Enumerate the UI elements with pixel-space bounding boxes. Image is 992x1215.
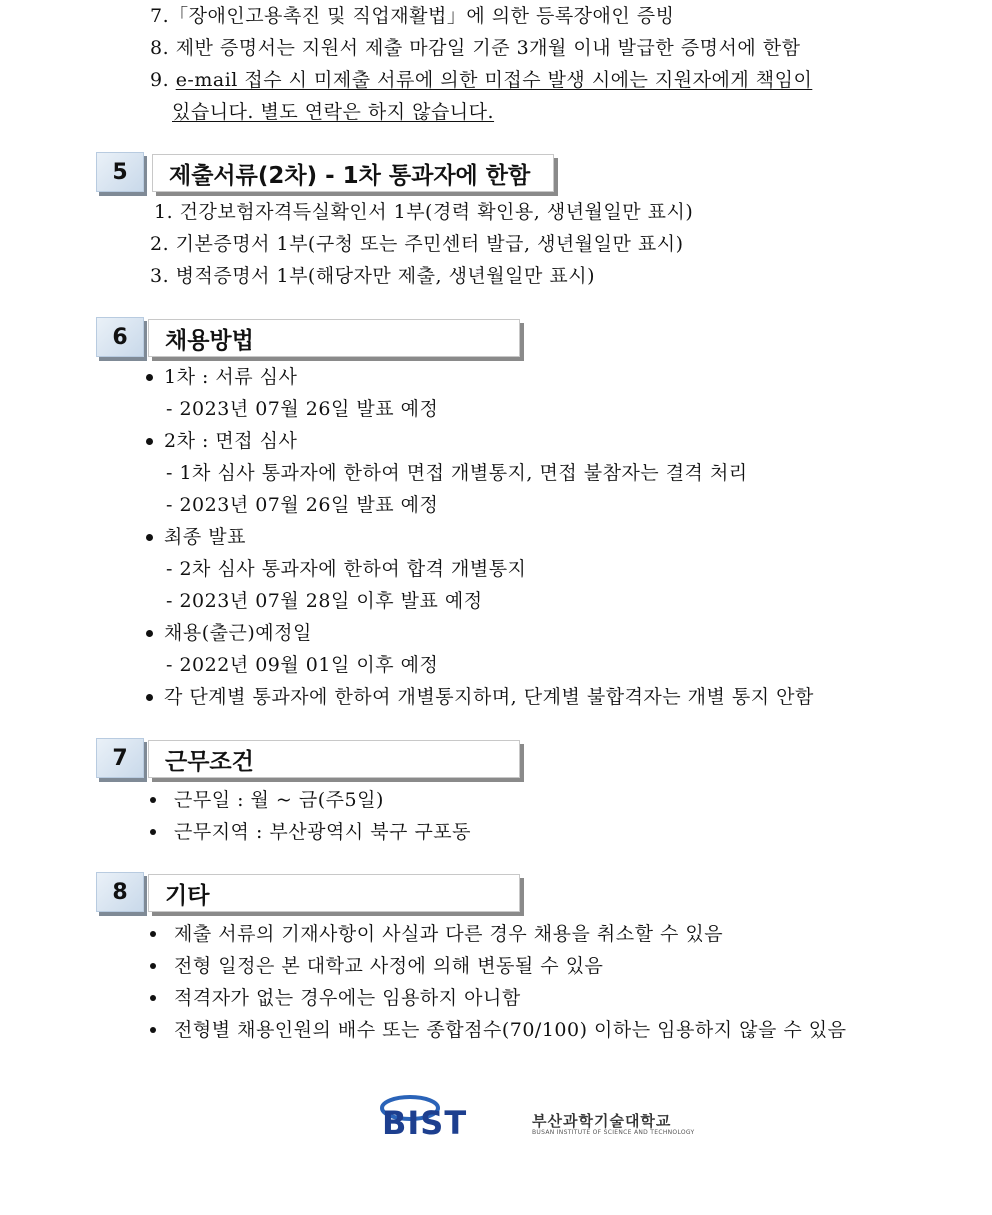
item-text: e-mail 접수 시 미제출 서류에 의한 미접수 발생 시에는 지원자에게 책임이 [175,69,813,91]
section-title: 근무조건 [148,740,520,778]
sub-item: - 2023년 07월 28일 이후 발표 예정 [166,590,483,612]
sub-item: - 2차 심사 통과자에 한하여 합격 개별통지 [166,558,527,580]
sub-item: - 2023년 07월 26일 발표 예정 [166,494,439,516]
list-item: 3. 병적증명서 1부(해당자만 제출, 생년월일만 표시) [150,265,596,287]
bullet-icon [150,829,156,835]
list-item [150,67,812,93]
sub-item: - 1차 심사 통과자에 한하여 면접 개별통지, 면접 불참자는 결격 처리 [166,462,748,484]
section-title: 기타 [148,874,520,912]
list-item: 1. 건강보험자격득실확인서 1부(경력 확인용, 생년월일만 표시) [154,201,694,223]
item-number: 7. [150,5,170,27]
bullet-icon [150,995,156,1001]
bullet-icon [146,534,153,541]
item-text: 「장애인고용촉진 및 직업재활법」에 의한 등록장애인 증빙 [169,5,675,27]
logo-mark: BIST [382,1104,468,1140]
bullet-icon [146,374,153,381]
section-title: 채용방법 [148,319,520,357]
section-number: 5 [96,152,144,192]
list-item: 각 단계별 통과자에 한하여 개별통지하며, 단계별 불합격자는 개별 통지 안함 [164,686,814,708]
logo-name-en: BUSAN INSTITUTE OF SCIENCE AND TECHNOLOGY [532,1129,695,1136]
list-item: 적격자가 없는 경우에는 임용하지 아니함 [174,987,521,1009]
list-item: 제출 서류의 기재사항이 사실과 다른 경우 채용을 취소할 수 있음 [174,923,724,945]
list-item: 1차 : 서류 심사 [164,366,298,388]
section-number: 6 [96,317,144,357]
list-item: 2. 기본증명서 1부(구청 또는 주민센터 발급, 생년월일만 표시) [150,233,684,255]
bullet-icon [150,963,156,969]
section-number: 8 [96,872,144,912]
bullet-icon [150,931,156,937]
logo-name-kr: 부산과학기술대학교 [532,1112,672,1130]
bullet-icon [146,630,153,637]
bullet-icon [146,694,153,701]
list-item [150,3,674,29]
sub-item: - 2023년 07월 26일 발표 예정 [166,398,439,420]
item-text: 제반 증명서는 지원서 제출 마감일 기준 3개월 이내 발급한 증명서에 한함 [175,37,801,59]
item-number: 9. [150,69,170,91]
bullet-icon [146,438,153,445]
list-item-continuation: 있습니다. 별도 연락은 하지 않습니다. [172,101,495,123]
list-item [150,35,800,61]
list-item: 최종 발표 [164,526,246,548]
list-item: 전형 일정은 본 대학교 사정에 의해 변동될 수 있음 [174,955,604,977]
list-item: 근무지역 : 부산광역시 북구 구포동 [174,821,472,843]
bullet-icon [150,1027,156,1033]
list-item: 채용(출근)예정일 [164,622,312,644]
sub-item: - 2022년 09월 01일 이후 예정 [166,654,439,676]
list-item: 2차 : 면접 심사 [164,430,298,452]
section-number: 7 [96,738,144,778]
item-number: 8. [150,37,170,59]
list-item: 전형별 채용인원의 배수 또는 종합점수(70/100) 이하는 임용하지 않을 수 있음 [174,1019,847,1041]
list-item: 근무일 : 월 ~ 금(주5일) [174,789,384,811]
bullet-icon [150,797,156,803]
section-title: 제출서류(2차) - 1차 통과자에 한함 [152,154,554,192]
